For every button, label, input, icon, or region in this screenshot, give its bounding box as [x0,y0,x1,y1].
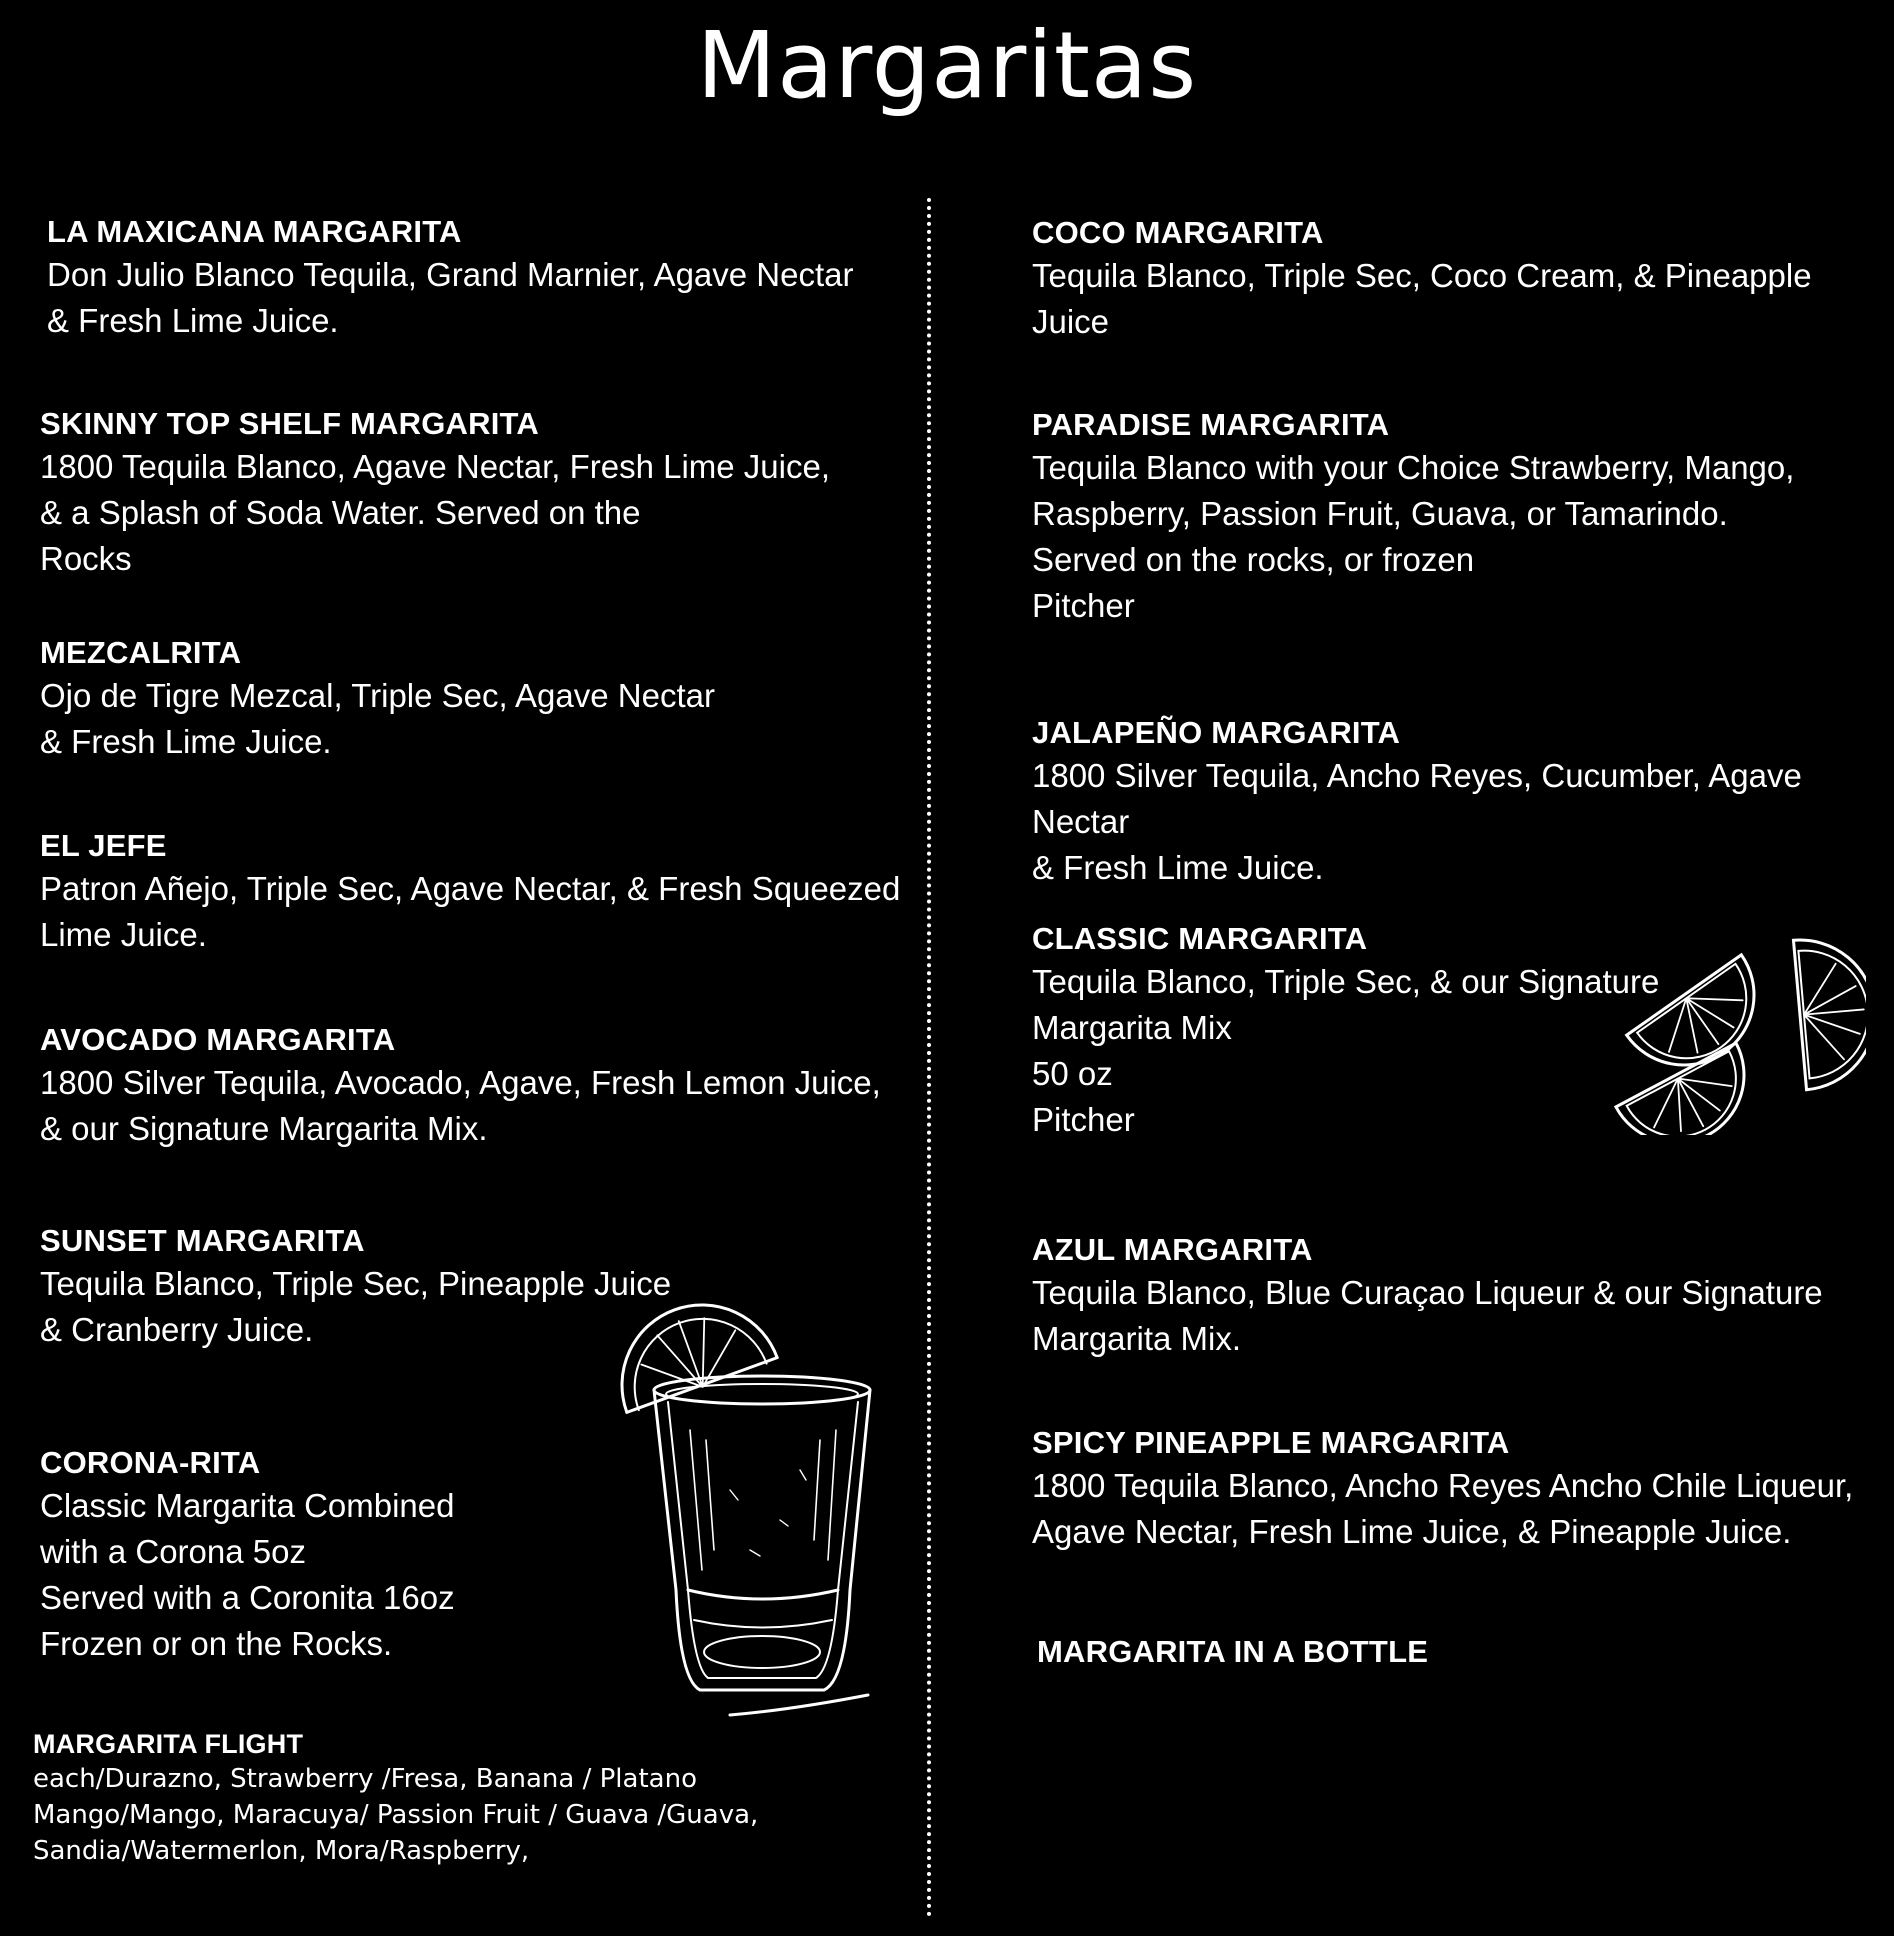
item-name: LA MAXICANA MARGARITA [47,214,462,249]
menu-item-la-maxicana [47,212,854,344]
item-description: Classic Margarita Combined with a Corona 5oz Served with a Coronita 16oz Frozen or on the Rocks. [40,1487,455,1662]
menu-item-avocado [40,1020,881,1152]
item-name: JALAPEÑO MARGARITA [1032,715,1401,750]
item-name: EL JEFE [40,828,167,863]
menu-item-spicy-pineapple [1032,1423,1853,1555]
page-title: Margaritas [696,12,1198,119]
item-description: each/Durazno, Strawberry /Fresa, Banana / Platano Mango/Mango, Maracuya/ Passion Fruit / Guava /Guava, Sandia/Watermerlon, Mora/Raspberry, [33,1764,759,1866]
item-description: 1800 Tequila Blanco, Agave Nectar, Fresh Lime Juice, & a Splash of Soda Water. Served on the Rocks [40,448,831,577]
item-description: Tequila Blanco, Triple Sec, & our Signature Margarita Mix 50 oz Pitcher [1032,963,1660,1138]
item-description: Tequila Blanco, Triple Sec, Coco Cream, & Pineapple Juice [1032,257,1812,340]
item-name: SKINNY TOP SHELF MARGARITA [40,406,539,441]
menu-item-paradise [1032,405,1794,629]
menu-item-el-jefe [40,826,900,958]
menu-item-sunset [40,1221,671,1353]
menu-item-classic [1032,919,1659,1143]
item-description: Ojo de Tigre Mezcal, Triple Sec, Agave Nectar & Fresh Lime Juice. [40,677,715,760]
item-name: SUNSET MARGARITA [40,1223,365,1258]
item-description: Don Julio Blanco Tequila, Grand Marnier, Agave Nectar & Fresh Lime Juice. [47,256,854,339]
column-divider [927,198,931,1918]
shot-glass-with-lime-icon [610,1290,880,1720]
menu-item-skinny-top-shelf [40,404,830,582]
menu-item-margarita-in-a-bottle [1037,1632,1428,1672]
item-description: Tequila Blanco, Triple Sec, Pineapple Juice & Cranberry Juice. [40,1265,672,1348]
item-name: MARGARITA FLIGHT [33,1729,304,1759]
lime-slices-icon [1606,925,1866,1135]
menu-item-coco [1032,213,1812,345]
menu-item-corona-rita [40,1443,455,1667]
item-name: MEZCALRITA [40,635,242,670]
item-name: AVOCADO MARGARITA [40,1022,396,1057]
item-description: Tequila Blanco, Blue Curaçao Liqueur & our Signature Margarita Mix. [1032,1274,1823,1357]
item-name: COCO MARGARITA [1032,215,1324,250]
menu-item-margarita-flight [33,1727,758,1869]
item-name: PARADISE MARGARITA [1032,407,1390,442]
item-name: CORONA-RITA [40,1445,261,1480]
item-name: CLASSIC MARGARITA [1032,921,1368,956]
item-description: 1800 Silver Tequila, Avocado, Agave, Fresh Lemon Juice, & our Signature Margarita Mix. [40,1064,881,1147]
item-description: 1800 Silver Tequila, Ancho Reyes, Cucumber, Agave Nectar & Fresh Lime Juice. [1032,757,1802,886]
menu-item-jalapeno [1032,713,1894,891]
item-description: 1800 Tequila Blanco, Ancho Reyes Ancho Chile Liqueur, Agave Nectar, Fresh Lime Juice, & Pineapple Juice. [1032,1467,1854,1550]
menu-item-mezcalrita [40,633,715,765]
item-description: Patron Añejo, Triple Sec, Agave Nectar, & Fresh Squeezed Lime Juice. [40,870,901,953]
item-name: MARGARITA IN A BOTTLE [1037,1634,1429,1669]
item-name: SPICY PINEAPPLE MARGARITA [1032,1425,1510,1460]
item-description: Tequila Blanco with your Choice Strawberry, Mango, Raspberry, Passion Fruit, Guava, or Tamarindo. Served on the rocks, or frozen Pitcher [1032,449,1795,624]
menu-item-azul [1032,1230,1823,1362]
item-name: AZUL MARGARITA [1032,1232,1313,1267]
